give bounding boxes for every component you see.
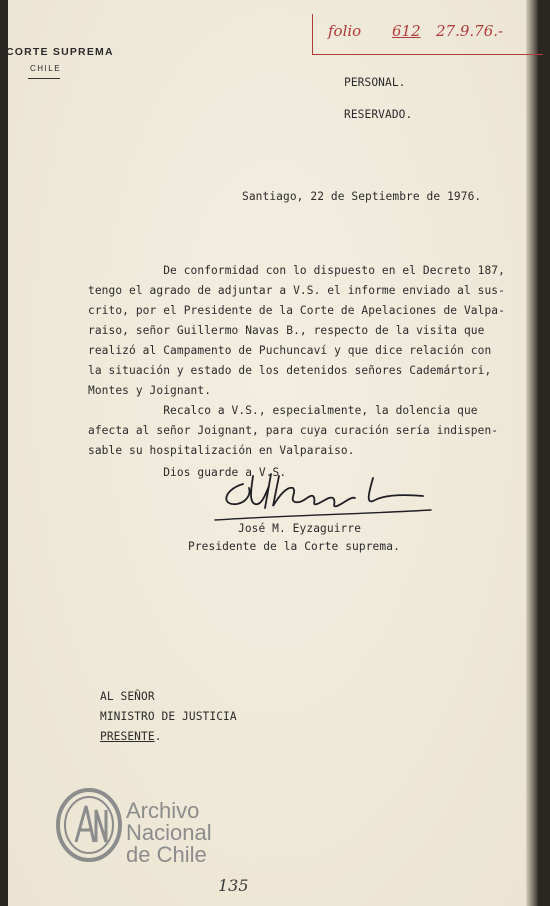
folio-label: folio xyxy=(328,22,362,40)
signatory-name: José M. Eyzaguirre xyxy=(238,522,362,535)
classification-personal: PERSONAL. xyxy=(344,76,406,89)
page-edge xyxy=(526,0,538,906)
addressee-present: PRESENTE xyxy=(100,730,155,743)
letterhead-line2: CHILE xyxy=(30,64,62,73)
signatory-title: Presidente de la Corte suprema. xyxy=(188,540,400,553)
logo-line3: de Chile xyxy=(126,842,207,867)
folio-number: 612 xyxy=(392,22,421,40)
body-line: la situación y estado de los detenidos señores Cademártori, xyxy=(88,364,492,377)
body-line: Recalco a V.S., especialmente, la dolencia que xyxy=(88,404,478,417)
document-page xyxy=(8,0,538,906)
body-line: raiso, señor Guillermo Navas B., respecto de la visita que xyxy=(88,324,485,337)
addressee-period: . xyxy=(154,730,162,743)
place-date: Santiago, 22 de Septiembre de 1976. xyxy=(242,190,482,203)
logo-line1: Archivo xyxy=(126,798,200,823)
body-line: Dios guarde a V.S. xyxy=(88,466,287,479)
letterhead-rule xyxy=(28,78,60,79)
body-line: crito, por el Presidente de la Corte de Apelaciones de Valpa- xyxy=(88,304,505,317)
addressee-line1: AL SEÑOR xyxy=(100,690,155,703)
handwritten-signature xyxy=(213,466,433,526)
body-line: realizó al Campamento de Puchuncaví y que dice relación con xyxy=(88,344,492,357)
body-line: sable su hospitalización en Valparaiso. xyxy=(88,444,355,457)
page-number: 135 xyxy=(218,876,249,895)
body-line: tengo el agrado de adjuntar a V.S. el informe enviado al sus- xyxy=(88,284,505,297)
logo-line2: Nacional xyxy=(126,820,212,845)
addressee-line3 xyxy=(100,730,162,743)
body-line: De conformidad con lo dispuesto en el Decreto 187, xyxy=(88,264,505,277)
folio-date: 27.9.76.- xyxy=(436,22,504,40)
addressee-line2: MINISTRO DE JUSTICIA xyxy=(100,710,237,723)
body-line: Montes y Joignant. xyxy=(88,384,212,397)
archive-seal-icon xyxy=(54,786,124,864)
classification-reservado: RESERVADO. xyxy=(344,108,413,121)
letterhead-line1: CORTE SUPREMA xyxy=(6,46,114,58)
body-line: afecta al señor Joignant, para cuya curación sería indispen- xyxy=(88,424,499,437)
